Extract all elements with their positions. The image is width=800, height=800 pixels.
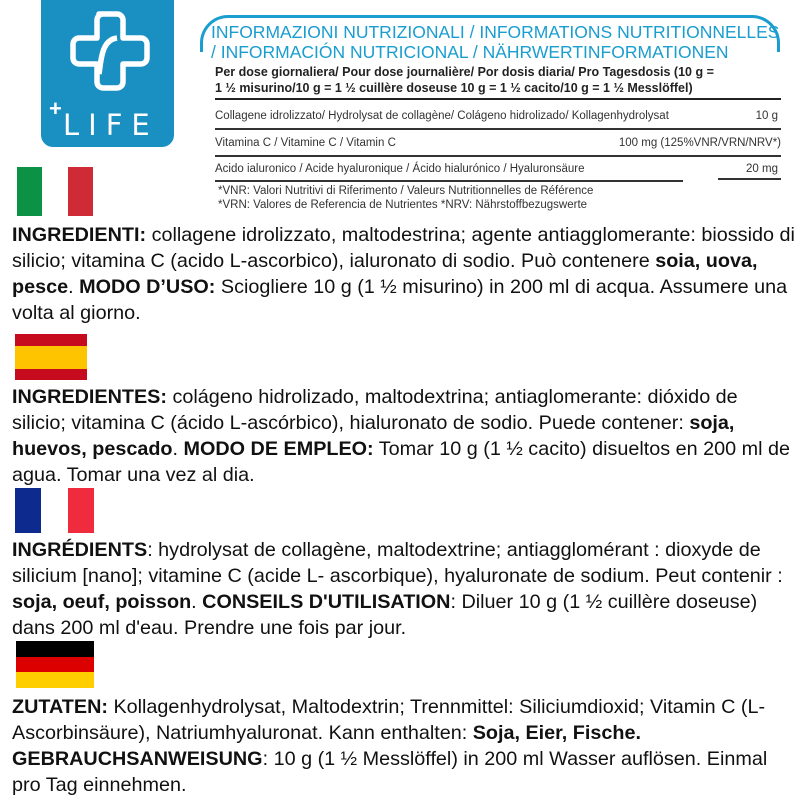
usage-label: GEBRAUCHSANWEISUNG: [12, 748, 263, 770]
nutrition-row-vitamin-c: [215, 137, 781, 149]
nutrition-title-line-1: INFORMAZIONI NUTRIZIONALI / INFORMATIONS NUTRITIONNELLES: [211, 22, 780, 42]
allergens: soja, huevos, pescado: [12, 412, 735, 460]
per-dose-header: Per dose giornaliera/ Pour dose journalière/ Por dosis diaria/ Pro Tagesdosis (10 g = 1 ½ misurino/10 g = 1 ½ cuillère doseuse 10 g = 1 ½ cacito/10 g = 1 ½ Messlöffel): [215, 65, 714, 95]
nutrition-row-hyaluronic-acid: [215, 163, 781, 175]
usage-label: MODO D’USO:: [79, 276, 216, 298]
table-header-divider: [215, 98, 781, 100]
allergens: Soja, Eier, Fische.: [472, 722, 641, 744]
medical-cross-icon: [41, 0, 174, 110]
logo-plus: +: [49, 96, 62, 121]
nutrient-value: 100 mg (125%VNR/VRN/NRV*): [618, 137, 781, 149]
ingredients-label: INGREDIENTI:: [12, 224, 147, 246]
flag-france-icon: [15, 488, 94, 533]
ingredients-label: ZUTATEN:: [12, 696, 108, 718]
brand-logo: [41, 0, 174, 147]
nutrient-value: 10 g: [755, 110, 778, 122]
nutrition-title: [211, 22, 791, 62]
footnote-vnr: *VNR: Valori Nutritivi di Riferimento / Valeurs Nutritionnelles de Référence: [218, 185, 594, 197]
section-spanish: INGREDIENTES: colágeno hidrolizado, maltodextrina; antiaglomerante: dióxido de silicio; vitamina C (ácido L-ascórbico), hialuronato de sodio. Puede contener: soja, huevos, pescado. MODO DE EMPLEO: Tomar 10 g (1 ½ cacito) disueltos en 200 ml de agua. Tomar una vez al dia.: [12, 386, 791, 486]
flag-germany-icon: [16, 641, 94, 688]
section-italian: INGREDIENTI: collagene idrolizzato, maltodestrina; agente antiagglomerante: biossido di silicio; vitamina C (acido L-ascorbico), ialuronato di sodio. Può contenere soia, uova, pesce. MODO D’USO: Sciogliere 10 g (1 ½ misurino) in 200 ml di acqua. Assumere una volta al giorno.: [12, 224, 795, 324]
row-divider: [215, 180, 683, 182]
nutrition-title-line-2: / INFORMACIÓN NUTRICIONAL / NÄHRWERTINFORMATIONEN: [211, 42, 729, 62]
flag-spain-icon: [15, 334, 87, 380]
footnote-vrn: *VRN: Valores de Referencia de Nutrientes *NRV: Nährstoffbezugswerte: [218, 199, 588, 211]
allergens: soja, oeuf, poisson: [12, 591, 192, 613]
nutrient-name: Acido ialuronico / Acide hyaluronique / Ácido hialurónico / Hyaluronsäure: [215, 163, 585, 175]
row-divider: [215, 128, 781, 130]
row-divider: [215, 155, 781, 157]
section-french: INGRÉDIENTS: hydrolysat de collagène, maltodextrine; antiagglomérant : dioxyde de silicium [nano]; vitamine C (acide L- ascorbique), hyaluronate de sodium. Peut contenir : soja, oeuf, poisson. CONSEILS D'UTILISATION: Diluer 10 g (1 ½ cuillère doseuse) dans 200 ml d'eau. Prendre une fois par jour.: [12, 539, 783, 639]
ingredients-label: INGREDIENTES:: [12, 386, 167, 408]
nutrient-name: Collagene idrolizzato/ Hydrolysat de collagène/ Colágeno hidrolizado/ Kollagenhydrolysat: [215, 110, 669, 122]
usage-label: CONSEILS D'UTILISATION: [202, 591, 451, 613]
nutrition-row-collagen: [215, 110, 781, 122]
nutrient-value: 20 mg: [746, 163, 778, 175]
section-german: ZUTATEN: Kollagenhydrolysat, Maltodextrin; Trennmittel: Siliciumdioxid; Vitamin C (L-Ascorbinsäure), Natriumhyaluronat. Kann enthalten: Soja, Eier, Fische. GEBRAUCHSANWEISUNG: 10 g (1 ½ Messlöffel) in 200 ml Wasser auflösen. Einmal pro Tag einnehmen.: [12, 696, 768, 796]
ingredients-label: INGRÉDIENTS: [12, 539, 148, 561]
value-underline: [718, 178, 781, 180]
usage-label: MODO DE EMPLEO:: [183, 438, 374, 460]
flag-italy-icon: [17, 167, 93, 216]
nutrient-name: Vitamina C / Vitamine C / Vitamin C: [215, 137, 396, 149]
allergens: soia, uova, pesce: [12, 250, 758, 298]
logo-text: LIFE: [63, 108, 159, 142]
